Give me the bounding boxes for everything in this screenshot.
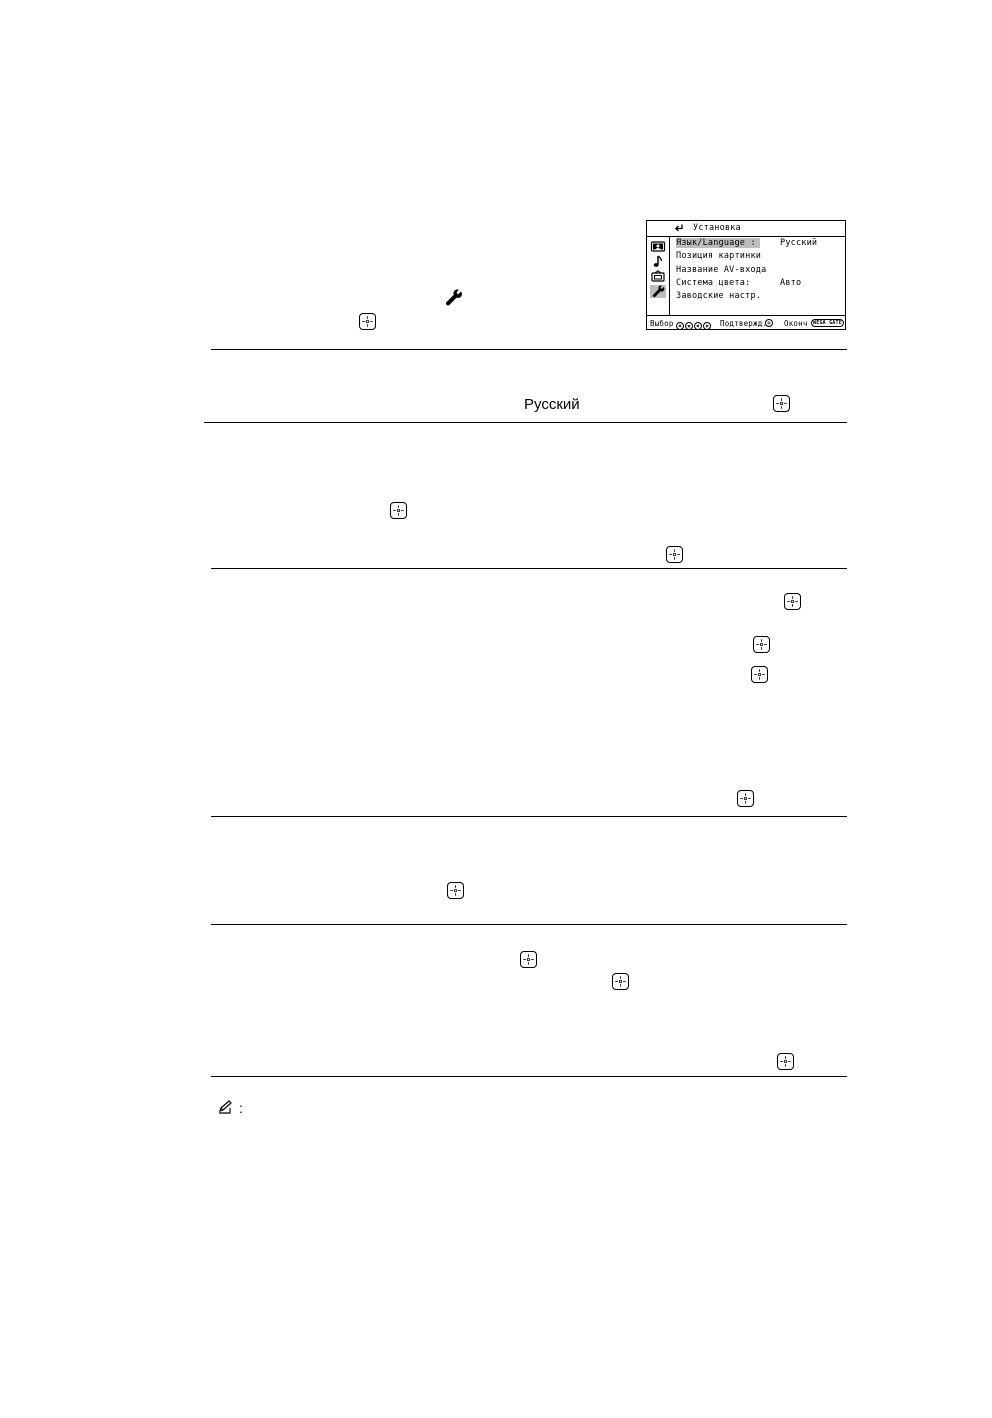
section-divider <box>204 422 847 423</box>
menu-item-picture-position[interactable]: Позиция картинки <box>676 251 762 261</box>
ok-button-icon <box>751 666 768 683</box>
av-input-icon[interactable] <box>650 270 666 283</box>
return-icon <box>674 223 684 233</box>
confirm-key-icon <box>765 319 773 327</box>
ok-button-icon <box>612 973 629 990</box>
footer-exit-label: Оконч <box>784 319 808 328</box>
menu-footer <box>647 315 845 330</box>
section-divider <box>211 568 847 569</box>
ok-button-icon <box>447 882 464 899</box>
section-divider <box>211 1076 847 1077</box>
language-option-text: Русский <box>524 396 580 413</box>
menu-item-color-system[interactable]: Система цвета: <box>676 278 751 288</box>
arrow-right-icon <box>703 322 711 330</box>
wrench-icon[interactable] <box>650 285 666 298</box>
arrow-down-icon <box>685 322 693 330</box>
menu-item-color-system-value: Авто <box>780 278 802 288</box>
osd-setup-menu <box>646 220 846 330</box>
ok-button-icon <box>777 1053 794 1070</box>
arrow-up-icon <box>676 322 684 330</box>
section-divider <box>211 816 847 817</box>
note-pencil-icon <box>217 1100 237 1115</box>
arrow-left-icon <box>694 322 702 330</box>
menu-item-av-input-name[interactable]: Название AV-входа <box>676 265 767 275</box>
menu-title: Установка <box>693 223 741 233</box>
menu-title-bar <box>647 221 845 237</box>
section-divider <box>211 349 847 350</box>
ok-button-icon <box>784 593 801 610</box>
ok-button-icon <box>390 502 407 519</box>
ok-button-icon <box>737 790 754 807</box>
footer-select-label: Выбор <box>650 319 674 328</box>
ok-button-icon <box>359 313 376 330</box>
menu-item-language[interactable]: Язык/Language : <box>676 238 760 248</box>
menu-item-factory-settings[interactable]: Заводские настр. <box>676 291 762 301</box>
note-label-colon: : <box>239 1100 243 1116</box>
wrench-icon <box>445 289 463 307</box>
ok-button-icon <box>520 951 537 968</box>
wega-gate-key-icon: WEGA GATE <box>811 319 844 327</box>
menu-category-column <box>647 237 670 315</box>
section-divider <box>211 924 847 925</box>
ok-button-icon <box>773 395 790 412</box>
sound-icon[interactable] <box>650 255 666 268</box>
footer-confirm-label: Подтвержд. <box>720 319 768 328</box>
ok-button-icon <box>753 636 770 653</box>
menu-item-language-value: Русский <box>780 238 818 248</box>
ok-button-icon <box>666 546 683 563</box>
picture-icon[interactable] <box>650 240 666 253</box>
